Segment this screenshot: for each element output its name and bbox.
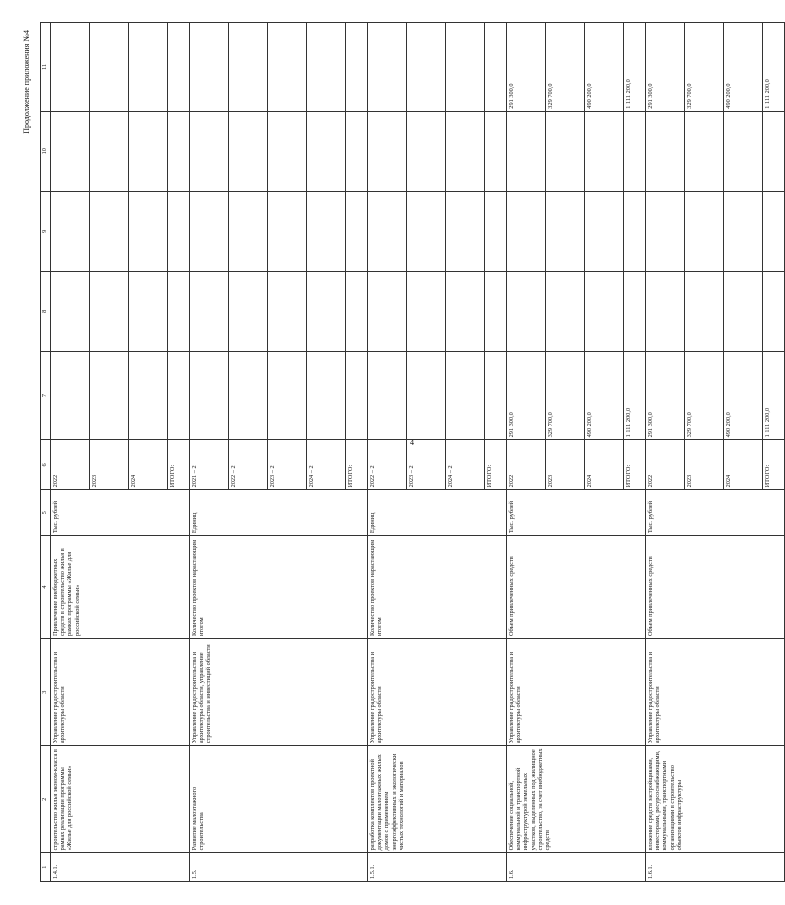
amount-cell <box>51 351 90 440</box>
empty-cell <box>129 271 168 351</box>
empty-cell <box>307 111 346 191</box>
row-number: 1.6.1. <box>646 853 785 882</box>
total-cell: 329 700,0 <box>685 23 724 112</box>
column-header: 8 <box>41 271 51 351</box>
column-header: 10 <box>41 111 51 191</box>
empty-cell <box>346 271 368 351</box>
empty-cell <box>90 191 129 271</box>
year-cell: ИТОГО: <box>168 440 190 490</box>
amount-cell <box>307 351 346 440</box>
empty-cell <box>368 191 407 271</box>
row-number: 1.5.1. <box>368 853 507 882</box>
column-header: 2 <box>41 746 51 853</box>
measure-name: разработка комплектов проектной документации малоэтажных жилых домов с применением энергоэффективных и экологически чистых технологий и материалов <box>368 746 507 853</box>
amount-cell <box>190 351 229 440</box>
empty-cell <box>724 111 763 191</box>
empty-cell <box>168 191 190 271</box>
total-cell <box>368 23 407 112</box>
empty-cell <box>307 191 346 271</box>
year-cell: 2022 <box>507 440 546 490</box>
empty-cell <box>129 111 168 191</box>
unit-cell: Тыс. рублей <box>51 490 190 536</box>
empty-cell <box>646 111 685 191</box>
year-cell: 2023 <box>685 440 724 490</box>
amount-cell: 1 111 200,0 <box>624 351 646 440</box>
total-cell <box>307 23 346 112</box>
amount-cell <box>368 351 407 440</box>
total-cell <box>51 23 90 112</box>
total-cell: 1 111 200,0 <box>624 23 646 112</box>
year-cell: 2023 <box>90 440 129 490</box>
empty-cell <box>446 191 485 271</box>
empty-cell <box>268 271 307 351</box>
empty-cell <box>624 111 646 191</box>
empty-cell <box>51 191 90 271</box>
column-header: 9 <box>41 191 51 271</box>
empty-cell <box>446 111 485 191</box>
empty-cell <box>485 191 507 271</box>
empty-cell <box>685 191 724 271</box>
indicator-cell: Количество проектов нарастающим итогом <box>368 536 507 639</box>
empty-cell <box>229 191 268 271</box>
empty-cell <box>90 111 129 191</box>
year-cell: 2024 – 2 <box>307 440 346 490</box>
column-header: 5 <box>41 490 51 536</box>
empty-cell <box>190 271 229 351</box>
total-cell: 490 200,0 <box>585 23 624 112</box>
empty-cell <box>446 271 485 351</box>
amount-cell <box>346 351 368 440</box>
unit-cell: Единиц <box>190 490 368 536</box>
empty-cell <box>407 191 446 271</box>
empty-cell <box>763 191 785 271</box>
empty-cell <box>624 271 646 351</box>
indicator-cell: Объем привлеченных средств <box>507 536 646 639</box>
executor-cell: Управление градостроительства и архитектуры области <box>368 639 507 746</box>
total-cell: 329 700,0 <box>546 23 585 112</box>
column-header: 3 <box>41 639 51 746</box>
unit-cell: Единиц <box>368 490 507 536</box>
amount-cell <box>168 351 190 440</box>
total-cell: 490 200,0 <box>724 23 763 112</box>
indicator-cell: Количество проектов нарастающим итогом <box>190 536 368 639</box>
total-cell: 1 111 200,0 <box>763 23 785 112</box>
year-cell: 2024 – 2 <box>446 440 485 490</box>
column-header: 4 <box>41 536 51 639</box>
indicator-cell: Привлечение внебюджетных средств в строительство жилья в рамках программы «Жилье для российской семьи» <box>51 536 190 639</box>
empty-cell <box>168 111 190 191</box>
empty-cell <box>268 111 307 191</box>
total-cell: 291 300,0 <box>646 23 685 112</box>
column-header: 6 <box>41 440 51 490</box>
year-cell: ИТОГО: <box>346 440 368 490</box>
empty-cell <box>346 191 368 271</box>
empty-cell <box>763 111 785 191</box>
empty-cell <box>407 111 446 191</box>
table-row <box>190 23 229 882</box>
amount-cell <box>229 351 268 440</box>
empty-cell <box>624 191 646 271</box>
measure-name: вложение средств застройщиками, инвесторами, ресурсоснабжающими, коммунальными, транспортными организациями в строительство объектов инфраструктуры <box>646 746 785 853</box>
amount-cell <box>129 351 168 440</box>
continuation-label: Продолжение приложения №4 <box>22 30 31 134</box>
year-cell: ИТОГО: <box>763 440 785 490</box>
empty-cell <box>190 191 229 271</box>
year-cell: 2024 <box>129 440 168 490</box>
unit-cell: Тыс. рублей <box>646 490 785 536</box>
amount-cell <box>407 351 446 440</box>
page-number: 4 <box>410 438 414 447</box>
empty-cell <box>368 271 407 351</box>
empty-cell <box>507 111 546 191</box>
measure-name: Обеспечение социальной, коммунальной и транспортной инфраструктурой земельных участков, выделенных под жилищное строительство, за счет внебюджетных средств <box>507 746 646 853</box>
amount-cell <box>485 351 507 440</box>
year-cell: ИТОГО: <box>485 440 507 490</box>
year-cell: 2021 – 2 <box>190 440 229 490</box>
total-cell <box>90 23 129 112</box>
row-number: 1.4.1. <box>51 853 190 882</box>
empty-cell <box>129 191 168 271</box>
rotated-document <box>22 22 771 882</box>
column-header: 11 <box>41 23 51 112</box>
empty-cell <box>346 111 368 191</box>
amount-cell: 329 700,0 <box>546 351 585 440</box>
total-cell <box>446 23 485 112</box>
empty-cell <box>51 271 90 351</box>
total-cell <box>168 23 190 112</box>
amount-cell: 291 300,0 <box>646 351 685 440</box>
empty-cell <box>585 111 624 191</box>
total-cell <box>485 23 507 112</box>
indicator-cell: Объем привлеченных средств <box>646 536 785 639</box>
amount-cell: 490 200,0 <box>724 351 763 440</box>
empty-cell <box>229 111 268 191</box>
row-number: 1.6. <box>507 853 646 882</box>
executor-cell: Управление градостроительства и архитектуры области <box>507 639 646 746</box>
empty-cell <box>507 191 546 271</box>
empty-cell <box>724 191 763 271</box>
year-cell: 2024 <box>724 440 763 490</box>
empty-cell <box>585 191 624 271</box>
empty-cell <box>368 111 407 191</box>
empty-cell <box>90 271 129 351</box>
year-cell: 2024 <box>585 440 624 490</box>
total-cell <box>129 23 168 112</box>
empty-cell <box>307 271 346 351</box>
table-row <box>646 23 685 882</box>
table-row <box>368 23 407 882</box>
unit-cell: Тыс. рублей <box>507 490 646 536</box>
year-cell: 2022 <box>646 440 685 490</box>
amount-cell: 490 200,0 <box>585 351 624 440</box>
empty-cell <box>407 271 446 351</box>
year-cell: 2023 – 2 <box>407 440 446 490</box>
header-row <box>41 23 51 882</box>
year-cell: ИТОГО: <box>624 440 646 490</box>
empty-cell <box>229 271 268 351</box>
measure-name: строительство жилья эконом-класса в рамках реализации программы «Жилье для российской семьи» <box>51 746 190 853</box>
empty-cell <box>190 111 229 191</box>
table-row <box>51 23 90 882</box>
empty-cell <box>268 191 307 271</box>
year-cell: 2022 – 2 <box>229 440 268 490</box>
total-cell <box>190 23 229 112</box>
amount-cell: 291 300,0 <box>507 351 546 440</box>
empty-cell <box>507 271 546 351</box>
empty-cell <box>546 191 585 271</box>
total-cell <box>268 23 307 112</box>
program-table <box>40 22 785 882</box>
total-cell <box>346 23 368 112</box>
column-header: 7 <box>41 351 51 440</box>
empty-cell <box>685 111 724 191</box>
executor-cell: Управление градостроительства и архитектуры области <box>646 639 785 746</box>
table-row <box>507 23 546 882</box>
amount-cell <box>90 351 129 440</box>
empty-cell <box>485 111 507 191</box>
column-header: 1 <box>41 853 51 882</box>
executor-cell: Управление градостроительства и архитектуры области, управление строительства и инвестиций области <box>190 639 368 746</box>
amount-cell: 329 700,0 <box>685 351 724 440</box>
year-cell: 2023 – 2 <box>268 440 307 490</box>
total-cell <box>407 23 446 112</box>
empty-cell <box>763 271 785 351</box>
amount-cell <box>446 351 485 440</box>
amount-cell <box>268 351 307 440</box>
empty-cell <box>685 271 724 351</box>
empty-cell <box>51 111 90 191</box>
measure-name: Развитие малоэтажного строительства <box>190 746 368 853</box>
empty-cell <box>585 271 624 351</box>
executor-cell: Управление градостроительства и архитектуры области <box>51 639 190 746</box>
total-cell <box>229 23 268 112</box>
year-cell: 2022 – 2 <box>368 440 407 490</box>
year-cell: 2022 <box>51 440 90 490</box>
empty-cell <box>646 271 685 351</box>
empty-cell <box>546 111 585 191</box>
year-cell: 2023 <box>546 440 585 490</box>
empty-cell <box>546 271 585 351</box>
amount-cell: 1 111 200,0 <box>763 351 785 440</box>
empty-cell <box>646 191 685 271</box>
row-number: 1.5. <box>190 853 368 882</box>
empty-cell <box>724 271 763 351</box>
empty-cell <box>168 271 190 351</box>
empty-cell <box>485 271 507 351</box>
total-cell: 291 300,0 <box>507 23 546 112</box>
